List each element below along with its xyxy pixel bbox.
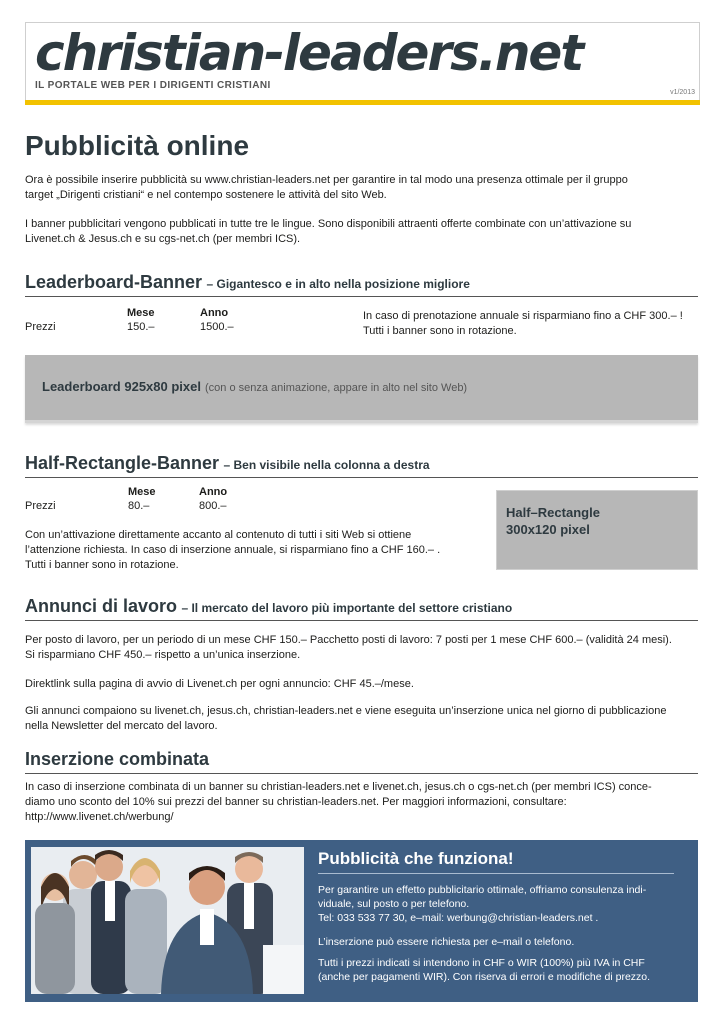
- half-rectangle-section-title: [25, 453, 698, 478]
- person-front-left: [35, 873, 75, 994]
- combined-title: Inserzione combinata: [25, 749, 210, 769]
- contact-line[interactable]: Tel: 033 533 77 30, e–mail: werbung@christian-leaders.net .: [318, 912, 599, 924]
- tagline: IL PORTALE WEB PER I DIRIGENTI CRISTIANI: [35, 80, 271, 91]
- intro-paragraph-2: [25, 217, 631, 247]
- jobs-title: Annunci di lavoro: [25, 596, 178, 616]
- half-rectangle-text: [25, 528, 440, 573]
- site-logo[interactable]: christian-leaders.net: [35, 24, 583, 82]
- leaderboard-section-title: [25, 272, 698, 297]
- intro-line: Ora è possibile inserire pubblicità su www.christian-leaders.net per garantire in tal modo una presenza ottimale per il gruppo: [25, 174, 628, 186]
- jobs-section-title: [25, 596, 698, 621]
- text-line: In caso di inserzione combinata di un banner su christian-leaders.net e livenet.ch, jesus.ch o cgs-net.ch (per membri ICS) conce-: [25, 781, 652, 793]
- text-line: viduale, sul posto o per telefono.: [318, 898, 470, 910]
- text-line: Gli annunci compaiono su livenet.ch, jesus.ch, christian-leaders.net e viene eseguita un’inserzione unica nel giorno di pubblicazione: [25, 705, 667, 717]
- promo-title: Pubblicità che funziona!: [318, 849, 514, 868]
- leaderboard-box-title: [42, 379, 467, 394]
- leaderboard-note: [363, 309, 683, 339]
- promo-paragraph-2: L’inserzione può essere richiesta per e–mail o telefono.: [318, 936, 575, 948]
- note-line: Tutti i banner sono in rotazione.: [363, 325, 517, 337]
- promo-paragraph-1: [318, 883, 688, 925]
- jobs-subtitle: – Il mercato del lavoro più importante del settore cristiano: [181, 601, 513, 615]
- jobs-paragraph-1: [25, 633, 672, 663]
- price-year: 800.–: [199, 500, 227, 512]
- leaderboard-title: Leaderboard-Banner: [25, 272, 203, 292]
- text-line: (anche per pagamenti WIR). Con riserva di errori e modifiche di prezzo.: [318, 971, 651, 983]
- text-line: Per posto di lavoro, per un periodo di un mese CHF 150.– Pacchetto posti di lavoro: 7 posti per 1 mese CHF 600.– (validità 24 mesi).: [25, 634, 672, 646]
- promo-box: [25, 840, 698, 1002]
- page-title: Pubblicità online: [25, 130, 250, 161]
- promo-paragraph-3: [318, 956, 688, 984]
- business-team-photo: [31, 847, 304, 994]
- text-line: Tutti i banner sono in rotazione.: [25, 559, 179, 571]
- price-month: 80.–: [128, 500, 150, 512]
- half-rectangle-banner-placeholder: [496, 490, 698, 570]
- col-year-header: Anno: [199, 486, 228, 498]
- text-line: Tutti i prezzi indicati si intendono in CHF o WIR (100%) più IVA in CHF: [318, 957, 645, 969]
- row-label: Prezzi: [25, 500, 56, 512]
- leaderboard-banner-placeholder: [25, 355, 698, 423]
- header-accent-bar: [25, 100, 700, 105]
- text-line: Si risparmiano CHF 450.– rispetto a un’unica inserzione.: [25, 649, 301, 661]
- combined-section-title: [25, 749, 698, 774]
- combined-paragraph: [25, 780, 652, 825]
- col-month-header: Mese: [128, 486, 156, 498]
- leaderboard-subtitle: – Gigantesco e in alto nella posizione migliore: [206, 277, 470, 291]
- row-label: Prezzi: [25, 321, 56, 333]
- text-line: nella Newsletter del mercato del lavoro.: [25, 720, 218, 732]
- jobs-paragraph-3: [25, 704, 666, 734]
- version-label: v1/2013: [670, 89, 695, 96]
- promo-divider: [318, 873, 674, 874]
- business-team-illustration: [31, 847, 304, 994]
- half-rectangle-title: Half-Rectangle-Banner: [25, 453, 220, 473]
- price-year: 1500.–: [200, 321, 234, 333]
- combined-link[interactable]: http://www.livenet.ch/werbung/: [25, 811, 174, 823]
- leaderboard-box-note: (con o senza animazione, appare in alto nel sito Web): [204, 382, 468, 394]
- text-line: Per garantire un effetto pubblicitario ottimale, offriamo consulenza indi-: [318, 884, 647, 896]
- half-rectangle-box-title: [506, 504, 600, 538]
- intro-paragraph-1: [25, 173, 628, 203]
- price-month: 150.–: [127, 321, 155, 333]
- col-year-header: Anno: [200, 307, 229, 319]
- intro-line: target „Dirigenti cristiani“ e nel contempo sostenere le attività del sito Web.: [25, 189, 387, 201]
- text-line: l’attenzione richiesta. In caso di inserzione annuale, si risparmiano fino a CHF 160.– .: [25, 544, 441, 556]
- intro-line: I banner pubblicitari vengono pubblicati in tutte tre le lingue. Sono disponibili attraenti offerte combinate con un’attivazione su: [25, 218, 632, 230]
- leaderboard-size: Leaderboard 925x80 pixel: [42, 379, 201, 394]
- half-rectangle-subtitle: – Ben visibile nella colonna a destra: [223, 458, 430, 472]
- box-line: 300x120 pixel: [506, 522, 590, 537]
- site-header: [25, 22, 700, 104]
- text-line: diamo uno sconto del 10% sui prezzi del banner su christian-leaders.net. Per maggiori informazioni, consultare:: [25, 796, 567, 808]
- box-line: Half–Rectangle: [506, 505, 600, 520]
- note-line: In caso di prenotazione annuale si risparmiano fino a CHF 300.– !: [363, 310, 683, 322]
- jobs-paragraph-2: Direktlink sulla pagina di avvio di Livenet.ch per ogni annuncio: CHF 45.–/mese.: [25, 678, 414, 690]
- text-line: Con un’attivazione direttamente accanto al contenuto di tutti i siti Web si ottiene: [25, 529, 412, 541]
- col-month-header: Mese: [127, 307, 155, 319]
- intro-line: Livenet.ch & Jesus.ch e su cgs-net.ch (per membri ICS).: [25, 233, 301, 245]
